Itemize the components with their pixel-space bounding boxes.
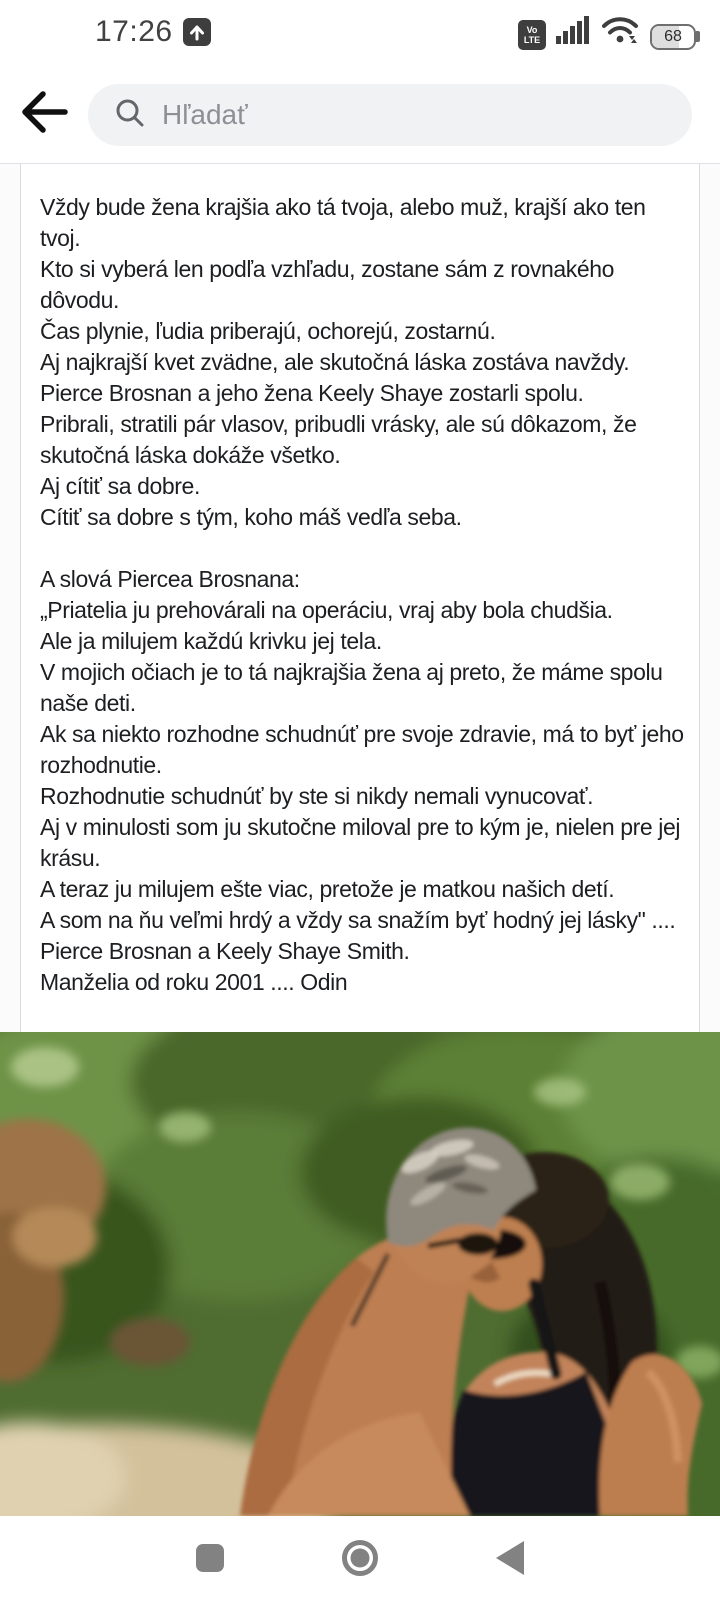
post-paragraph: V mojich očiach je to tá najkrajšia žena aj preto, že máme spolu naše deti. xyxy=(40,659,663,716)
nav-recents-button[interactable] xyxy=(135,1516,285,1600)
clock: 17:26 xyxy=(95,15,173,48)
back-arrow-icon xyxy=(19,90,69,139)
post-paragraph: Aj najkrajší kvet zvädne, ale skutočná láska zostáva navždy. xyxy=(40,349,630,375)
battery-percent: 68 xyxy=(664,27,682,45)
post-paragraph: Čas plynie, ľudia priberajú, ochorejú, zostarnú. xyxy=(40,318,496,344)
recents-icon xyxy=(195,1543,225,1573)
post-paragraph: Aj cítiť sa dobre. xyxy=(40,473,200,499)
nav-back-button[interactable] xyxy=(435,1516,585,1600)
volte-line2: LTE xyxy=(523,34,541,45)
post-section xyxy=(0,163,720,1032)
post-card xyxy=(20,164,700,1032)
volte-icon xyxy=(518,20,546,50)
search-header xyxy=(0,64,720,163)
post-paragraph: Rozhodnutie schudnúť by ste si nikdy nemali vynucovať. xyxy=(40,783,594,809)
post-paragraph: Kto si vyberá len podľa vzhľadu, zostane sám z rovnakého dôvodu. xyxy=(40,256,615,313)
battery-icon xyxy=(650,24,700,50)
volte-line1: Vo xyxy=(526,24,538,35)
wifi-icon xyxy=(602,15,640,50)
post-photo[interactable] xyxy=(0,1032,720,1516)
post-paragraph: Pribrali, stratili pár vlasov, pribudli vrásky, ale sú dôkazom, že skutočná láska dokáže všetko. xyxy=(40,411,637,468)
post-paragraph: Manželia od roku 2001 .... Odin xyxy=(40,969,348,995)
upload-icon xyxy=(183,18,211,46)
battery-nub xyxy=(696,31,700,42)
post-paragraph: A som na ňu veľmi hrdý a vždy sa snažím byť hodný jej lásky" .... Pierce Brosnan a Keely Shaye Smith. xyxy=(40,907,676,964)
signal-strength-icon xyxy=(556,15,592,50)
status-bar xyxy=(0,0,720,64)
nav-home-button[interactable] xyxy=(285,1516,435,1600)
post-paragraph: Vždy bude žena krajšia ako tá tvoja, alebo muž, krajší ako ten tvoj. xyxy=(40,194,646,251)
android-nav-bar xyxy=(0,1516,720,1600)
back-button[interactable] xyxy=(16,90,72,138)
post-paragraph: Ale ja milujem každú krivku jej tela. xyxy=(40,628,382,654)
status-right xyxy=(518,15,700,50)
post-paragraph: Cítiť sa dobre s tým, koho máš vedľa seba. xyxy=(40,504,462,530)
post-paragraph: Aj v minulosti som ju skutočne miloval pre to kým je, nielen pre jej krásu. xyxy=(40,814,681,871)
post-paragraph: A teraz ju milujem ešte viac, pretože je matkou našich detí. xyxy=(40,876,615,902)
post-text xyxy=(40,192,691,998)
post-paragraph: Pierce Brosnan a jeho žena Keely Shaye zostarli spolu. xyxy=(40,380,584,406)
post-paragraph xyxy=(40,533,691,564)
status-left xyxy=(95,15,211,49)
search-placeholder: Hľadať xyxy=(162,99,248,130)
post-paragraph: „Priatelia ju prehovárali na operáciu, vraj aby bola chudšia. xyxy=(40,597,613,623)
search-input[interactable] xyxy=(88,84,692,146)
home-icon xyxy=(341,1539,379,1577)
post-paragraph: Ak sa niekto rozhodne schudnúť pre svoje zdravie, má to byť jeho rozhodnutie. xyxy=(40,721,684,778)
post-paragraph: A slová Piercea Brosnana: xyxy=(40,566,300,592)
nav-back-icon xyxy=(494,1539,526,1577)
search-icon xyxy=(114,97,146,134)
